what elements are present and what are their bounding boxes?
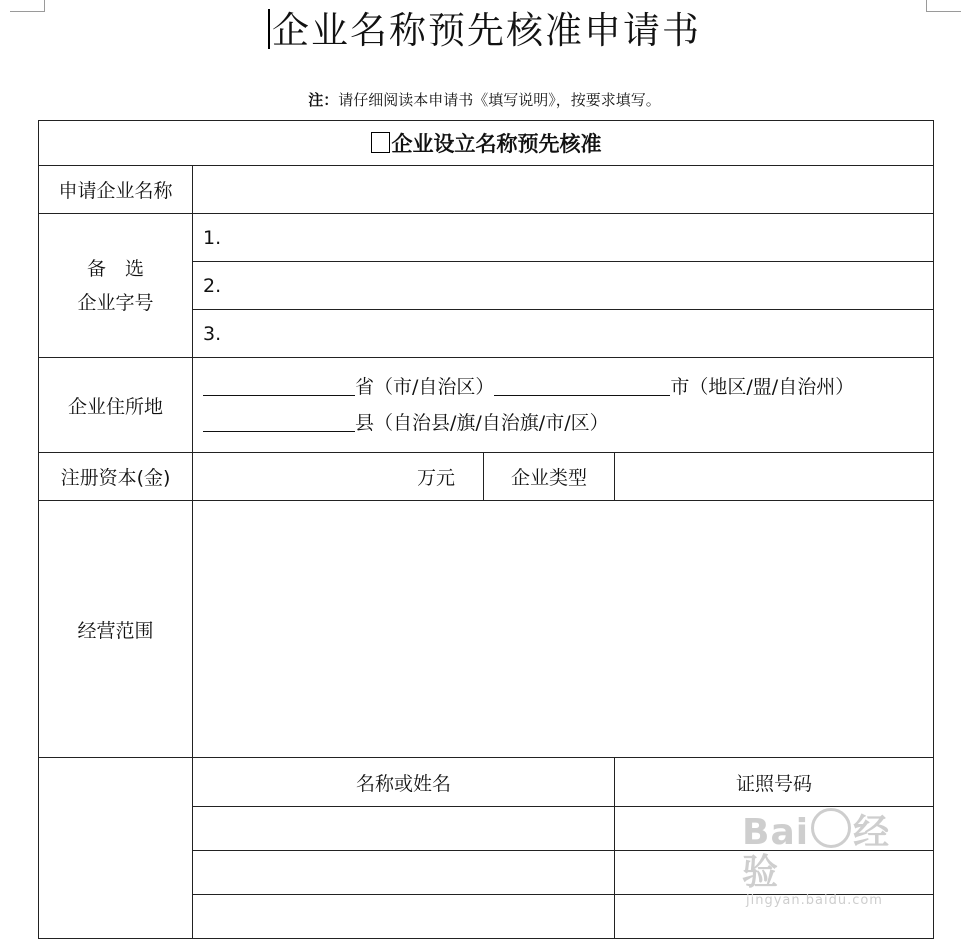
company-type-label: 企业类型 [484,453,615,501]
investor-name-field-3[interactable] [193,895,615,939]
alternate-name-field-3[interactable]: 3. [193,310,934,358]
investor-section-label [39,758,193,939]
alternate-name-label: 备 选 企业字号 [39,214,193,358]
investor-name-field-2[interactable] [193,851,615,895]
investor-name-header: 名称或姓名 [193,758,615,807]
address-field[interactable]: 省（市/自治区） 市（地区/盟/自治州） 县（自治县/旗/自治旗/市/区） [193,358,934,453]
watermark-url: jingyan.baidu.com [746,893,883,908]
capital-label: 注册资本(金) [39,453,193,501]
province-blank[interactable] [203,373,355,396]
establishment-checkbox[interactable] [371,132,390,153]
capital-unit: 万元 [416,467,455,489]
watermark-logo: Bai 经验 [742,808,922,893]
baidu-jingyan-watermark [742,808,922,909]
note-text: 请仔细阅读本申请书《填写说明》，按要求填写。 [338,91,661,109]
business-scope-label: 经营范围 [39,501,193,758]
applicant-name-label: 申请企业名称 [39,166,193,214]
company-type-field[interactable] [615,453,934,501]
text-cursor [268,9,270,49]
investor-id-header: 证照号码 [615,758,934,807]
note-label: 注： [308,91,339,109]
county-blank[interactable] [203,409,355,432]
document-title[interactable]: 企业名称预先核准申请书 [0,6,969,56]
section-title: 企业设立名称预先核准 [39,121,934,166]
instruction-note [0,90,969,110]
alternate-name-field-2[interactable]: 2. [193,262,934,310]
paw-icon [811,808,851,848]
applicant-name-field[interactable] [193,166,934,214]
city-blank[interactable] [494,373,670,396]
business-scope-field[interactable] [193,501,934,758]
address-label: 企业住所地 [39,358,193,453]
alternate-name-field-1[interactable]: 1. [193,214,934,262]
investor-name-field-1[interactable] [193,807,615,851]
capital-field[interactable] [193,453,484,501]
